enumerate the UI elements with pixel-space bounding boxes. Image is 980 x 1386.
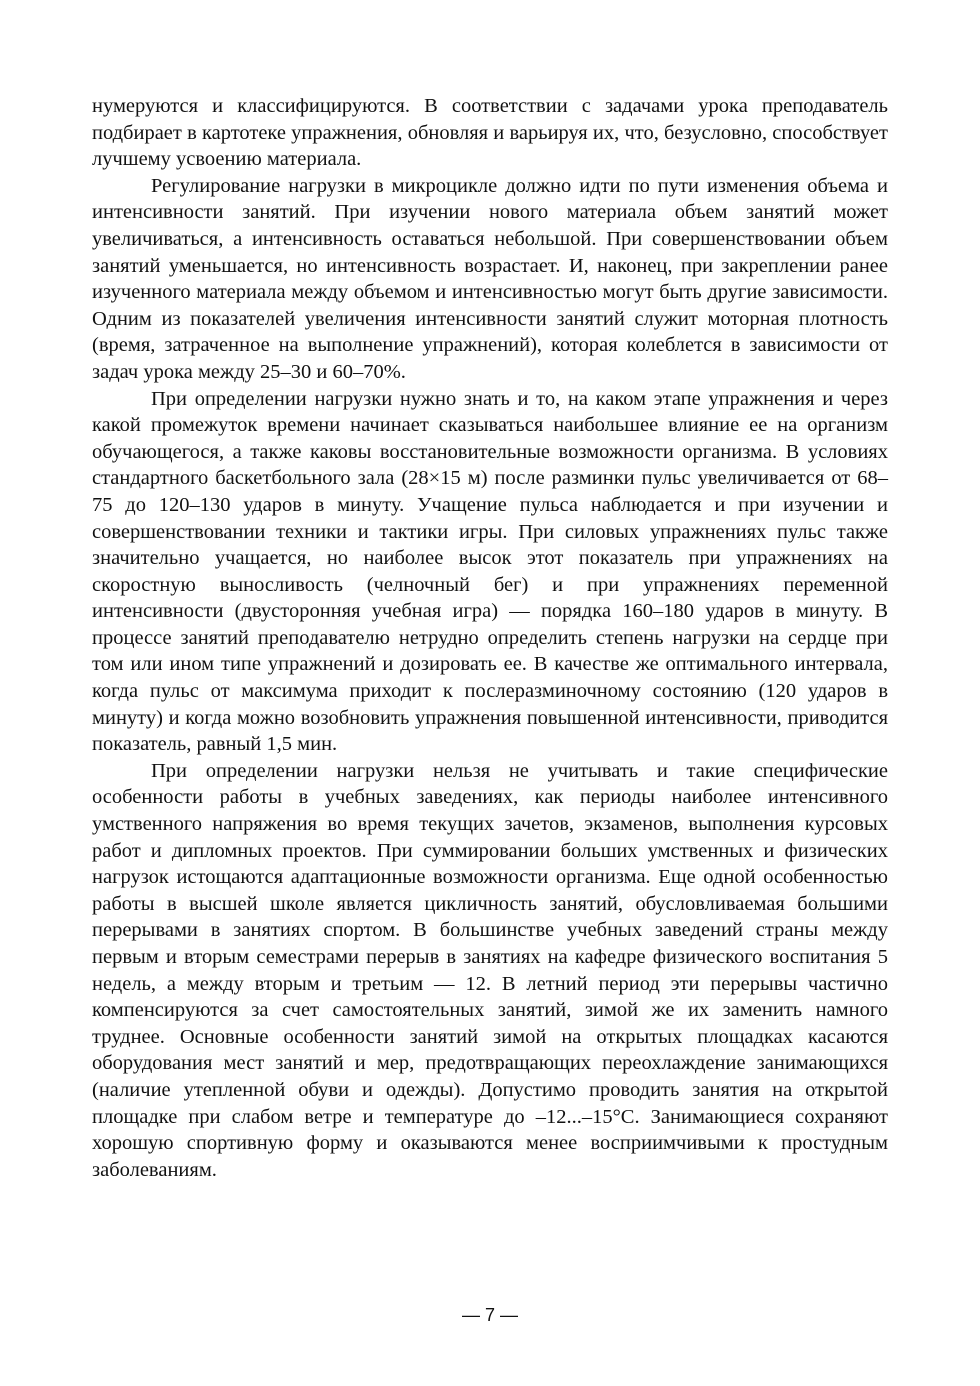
paragraph-pulse-load: При определении нагрузки нужно знать и то, на каком этапе упражнения и через какой промежуток времени начинает сказываться наибольшее влияние ее на организм обучающегося, а также каковы восстановительные возможности организма. В условиях стандартного баскетбольного зала (28×15 м) после разминки пульс увеличивается от 68–75 до 120–130 ударов в минуту. Учащение пульса наблюдается и при изучении и совершенствовании техники и тактики игры. При силовых упражнениях пульс также значительно учащается, но наиболее высок этот показатель при упражнениях на скоростную выносливость (челночный бег) и при упражнениях переменной интенсивности (двусторонняя учебная игра) — порядка 160–180 ударов в минуту. В процессе занятий преподавателю нетрудно определить степень нагрузки на сердце при том или ином типе упражнений и дозировать ее. В качестве же оптимального интервала, когда пульс от максимума приходит к послеразминочному состоянию (120 ударов в минуту) и когда можно возобновить упражнения повышенной интенсивности, приводится показатель, равный 1,5 мин. [92, 387, 888, 756]
paragraph-continuation: нумеруются и классифицируются. В соответствии с задачами урока преподаватель подбирает в картотеке упражнения, обновляя и варьируя их, что, безусловно, способствует лучшему усвоению материала. [92, 95, 888, 171]
document-body [92, 93, 888, 1183]
paragraph-specific-features: При определении нагрузки нельзя не учитывать и такие специфические особенности работы в учебных заведениях, как периоды наиболее интенсивного умственного напряжения во время текущих зачетов, экзаменов, выполнения курсовых работ и дипломных проектов. При суммировании больших умственных и физических нагрузок истощаются адаптационные возможности организма. Еще одной особенностью работы в высшей школе является цикличность занятий, обусловливаемая большими перерывами в занятиях спортом. В большинстве учебных заведений страны между первым и вторым семестрами перерыв в занятиях на кафедре физического воспитания 5 недель, а между вторым и третьим — 12. В летний период эти перерывы частично компенсируются за счет самостоятельных занятий, зимой же их заменить намного труднее. Основные особенности занятий зимой на открытых площадках касаются оборудования мест занятий и мер, предотвращающих переохлаждение занимающихся (наличие утепленной обуви и одежды). Допустимо проводить занятия на открытой площадке при слабом ветре и температуре до –12...–15°С. Занимающиеся сохраняют хорошую спортивную форму и оказываются менее восприимчивыми к простудным заболеваниям. [92, 759, 888, 1181]
page-number: — 7 — [461, 1305, 518, 1325]
paragraph-load-regulation: Регулирование нагрузки в микроцикле должно идти по пути изменения объема и интенсивности занятий. При изучении нового материала объем занятий может увеличиваться, а интенсивность оставаться небольшой. При совершенствовании объем занятий уменьшается, но интенсивность возрастает. И, наконец, при закреплении ранее изученного материала между объемом и интенсивностью могут быть другие зависимости. Одним из показателей увеличения интенсивности занятий служит моторная плотность (время, затраченное на выполнение упражнений), которая колеблется в зависимости от задач урока между 25–30 и 60–70%. [92, 174, 888, 383]
